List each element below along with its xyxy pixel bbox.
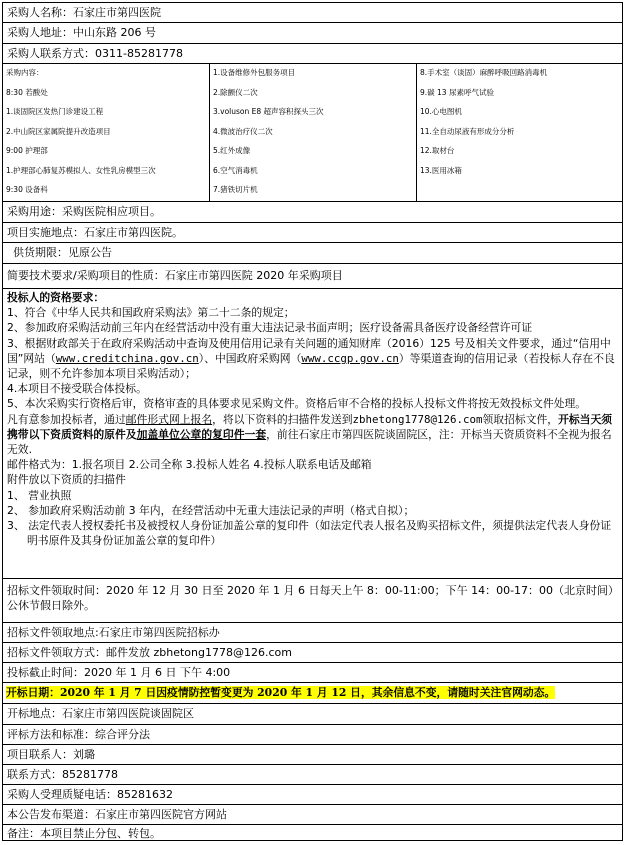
- bid-opening-date: 开标日期：2020 年 1 月 7 日因疫情防控暂变更为 2020 年 1 月 12 日，其余信息不变，请随时关注官网动态。: [6, 686, 556, 699]
- items-column-2: [210, 64, 417, 201]
- qualification-3: 3、根据财政部关于在政府采购活动中查询及使用信用记录有关问题的通知财库（2016）125 号及相关文件要求，通过“信用中国”网站（www.creditchina.gov.cn）、中国政府采购网（www.ccgp.gov.cn）等渠道查询的信用记录（若投标人存在不良记录，则不允许参加本项目采购活动）；: [7, 336, 615, 381]
- mail-format: 邮件格式为：1.报名项目 2.公司全称 3.投标人姓名 4.投标人联系电话及邮箱: [7, 458, 372, 472]
- list-item: 9:00 护理部: [6, 146, 48, 155]
- items-column-1: [3, 64, 210, 201]
- qualification-4: 4.本项目不接受联合体投标。: [7, 382, 147, 396]
- registration-instructions: 凡有意参加投标者，通过邮件形式网上报名，将以下资料的扫描件发送到zbhetong1778@126.com领取招标文件，开标当天须携带以下资质资料的原件及加盖单位公章的复印件一套，前往石家庄市第四医院谈固院区，注：开标当天资质资料不全视为报名无效.: [7, 412, 613, 457]
- list-item: 9:30 设备科: [6, 185, 48, 194]
- supply-period: 供货期限：见原公告: [3, 243, 622, 264]
- list-item: 4.微波治疗仪二次: [213, 126, 273, 136]
- list-item: 13.医用冰箱: [420, 165, 462, 175]
- list-item: 6.空气消毒机: [213, 165, 258, 175]
- qualification-1: 1、符合《中华人民共和国政府采购法》第二十二条的规定；: [7, 306, 295, 320]
- complaint-phone: 采购人受理质疑电话：85281632: [3, 785, 622, 805]
- remarks: 备注：本项目禁止分包、转包。: [7, 827, 161, 840]
- list-item: 8:30 若酸处: [6, 87, 48, 97]
- bid-opening-place: 开标地点：石家庄市第四医院谈固院区: [3, 704, 622, 725]
- purchaser-name: 采购人名称：石家庄市第四医院: [3, 3, 622, 23]
- qualification-5: 5、本次采购实行资格后审，资格审查的具体要求见采购文件。资格后审不合格的投标人投标文件将按无效投标文件处理。: [7, 397, 587, 411]
- qualification-title: 投标人的资格要求：: [7, 291, 105, 304]
- announcement-table: [2, 2, 623, 841]
- procurement-items: [3, 64, 622, 202]
- email-registration-text: 邮件形式网上报名: [125, 412, 213, 426]
- project-contact-person: 项目联系人：刘璐: [3, 745, 622, 765]
- document-collection-place: 招标文件领取地点:石家庄市第四医院招标办: [3, 623, 622, 643]
- list-item: 8.手术室（谈固）麻醉呼吸回路消毒机: [420, 68, 548, 77]
- list-item: 1.谈固院区发热门诊建设工程: [6, 107, 104, 116]
- bid-opening-date-row: [3, 683, 622, 704]
- list-item: 2.中山院区家属院提升改造项目: [6, 126, 111, 136]
- attachment-3: 3、 法定代表人授权委托书及被授权人身份证加盖公章的复印件（如法定代表人报名及购买招标文件，须提供法定代表人身份证明书原件及其身份证加盖公章的复印件）: [7, 519, 612, 548]
- ccgp-link[interactable]: www.ccgp.gov.cn: [301, 351, 399, 365]
- bid-deadline: 投标截止时间：2020 年 1 月 6 日 下午 4:00: [3, 663, 622, 683]
- implementation-site: 项目实施地点：石家庄市第四医院。: [3, 223, 622, 243]
- document-collection-time: 招标文件领取时间：2020 年 12 月 30 日至 2020 年 1 月 6 日每天上午 8：00-11:00；下午 14：00-17：00（北京时间）公休节假日除外。: [3, 579, 622, 623]
- registration-email[interactable]: zbhetong1778@126.com: [352, 412, 483, 426]
- items-column-3: [417, 64, 622, 201]
- list-item: 12.取材台: [420, 146, 455, 155]
- contact-phone: 联系方式：85281778: [3, 765, 622, 785]
- evaluation-method: 评标方法和标准：综合评分法: [3, 725, 622, 745]
- publication-channel: 本公告发布渠道：石家庄市第四医院官方网站: [3, 805, 622, 825]
- list-item: 11.全自动尿液有形成分分析: [420, 126, 515, 136]
- list-item: 3.voluson E8 超声容积探头三次: [213, 107, 324, 116]
- list-item: 10.心电图机: [420, 107, 462, 116]
- technical-requirements: 简要技术要求/采购项目的性质：石家庄市第四医院 2020 年采购项目: [3, 264, 622, 289]
- attachment-note: 附件放以下资质的扫描件: [7, 473, 126, 487]
- attachment-2: 2、 参加政府采购活动前 3 年内，在经营活动中无重大违法记录的声明（格式自拟）；: [7, 503, 415, 517]
- list-item: 7.猪铁切片机: [213, 185, 258, 194]
- attachment-1: 1、 营业执照: [7, 488, 72, 502]
- procurement-purpose: 采购用途：采购医院相应项目。: [3, 202, 622, 223]
- qualification-2: 2、参加政府采购活动前三年内在经营活动中没有重大违法记录书面声明；医疗设备需具备医疗设备经营许可证: [7, 321, 533, 335]
- list-item: 采购内容：: [6, 68, 44, 77]
- purchaser-address: 采购人地址：中山东路 206 号: [3, 23, 622, 44]
- list-item: 1.设备维修外包服务项目: [213, 68, 296, 77]
- list-item: 9.碳 13 尿素呼气试验: [420, 87, 494, 97]
- purchaser-contact: 采购人联系方式：0311-85281778: [3, 44, 622, 64]
- list-item: 1.护理部心肺复苏模拟人、女性乳房模型三次: [6, 165, 156, 175]
- bidder-qualifications: [3, 289, 622, 579]
- creditchina-link[interactable]: www.creditchina.gov.cn: [55, 351, 199, 365]
- list-item: 5.红外成像: [213, 146, 251, 155]
- document-collection-method: 招标文件领取方式：邮件发放 zbhetong1778@126.com: [3, 643, 622, 663]
- list-item: 2.除颤仪二次: [213, 87, 258, 97]
